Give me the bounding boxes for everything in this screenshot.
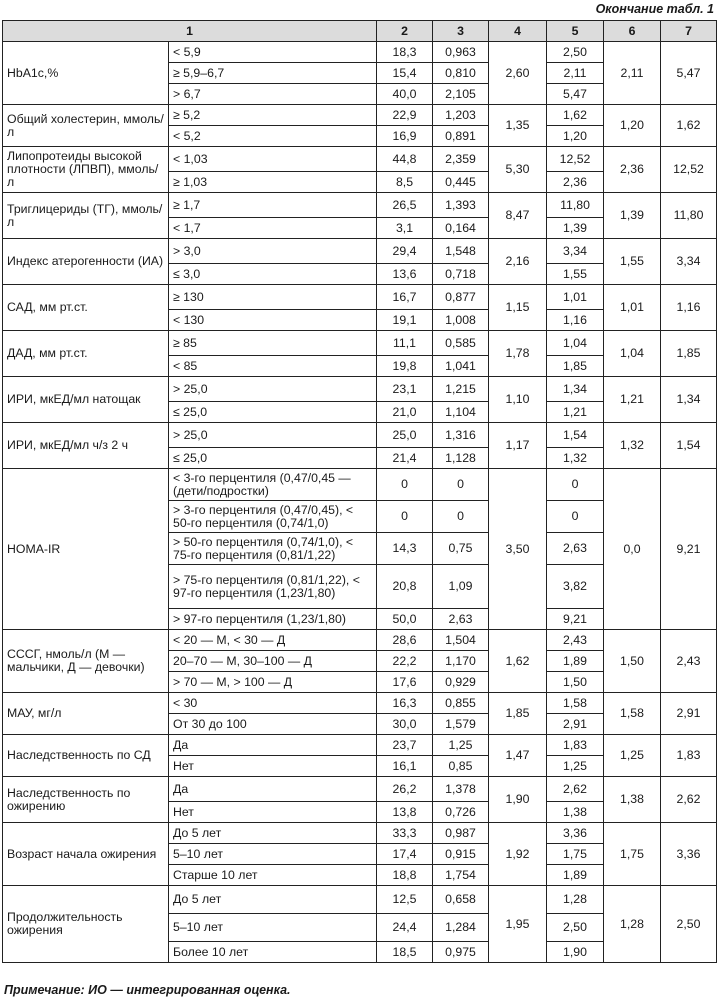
col3-cell: 0 bbox=[433, 469, 489, 501]
parameter-name-cell: Продолжительность ожирения bbox=[3, 886, 169, 963]
col4-cell: 1,17 bbox=[489, 423, 547, 469]
table-row bbox=[3, 42, 717, 63]
col2-cell: 13,8 bbox=[377, 802, 433, 823]
col2-cell: 26,2 bbox=[377, 777, 433, 802]
condition-cell: < 20 — М, < 30 — Д bbox=[169, 630, 377, 651]
col5-cell: 2,36 bbox=[547, 172, 604, 193]
col6-cell: 1,21 bbox=[604, 377, 661, 423]
col4-cell: 1,90 bbox=[489, 777, 547, 823]
col6-cell: 1,38 bbox=[604, 777, 661, 823]
table-row bbox=[3, 693, 717, 714]
table-row bbox=[3, 377, 717, 402]
col5-cell: 1,38 bbox=[547, 802, 604, 823]
col6-cell: 1,01 bbox=[604, 285, 661, 331]
condition-cell: Да bbox=[169, 777, 377, 802]
col3-cell: 0,915 bbox=[433, 844, 489, 865]
col5-cell: 2,50 bbox=[547, 42, 604, 63]
col5-cell: 1,85 bbox=[547, 356, 604, 377]
col4-cell: 1,78 bbox=[489, 331, 547, 377]
col2-cell: 11,1 bbox=[377, 331, 433, 356]
col2-cell: 22,9 bbox=[377, 105, 433, 126]
table-row bbox=[3, 239, 717, 264]
col2-cell: 23,1 bbox=[377, 377, 433, 402]
col3-cell: 0,658 bbox=[433, 886, 489, 914]
col2-cell: 28,6 bbox=[377, 630, 433, 651]
col3-cell: 1,170 bbox=[433, 651, 489, 672]
col2-cell: 21,4 bbox=[377, 448, 433, 469]
condition-cell: ≤ 3,0 bbox=[169, 264, 377, 285]
col4-cell: 2,60 bbox=[489, 42, 547, 105]
condition-cell: > 25,0 bbox=[169, 423, 377, 448]
col5-cell: 1,39 bbox=[547, 218, 604, 239]
col3-cell: 2,63 bbox=[433, 609, 489, 630]
col3-cell: 1,504 bbox=[433, 630, 489, 651]
parameter-name-cell: СССГ, нмоль/л (М — мальчики, Д — девочки) bbox=[3, 630, 169, 693]
col3-cell: 0,726 bbox=[433, 802, 489, 823]
col2-cell: 26,5 bbox=[377, 193, 433, 218]
col2-cell: 0 bbox=[377, 469, 433, 501]
col3-cell: 2,359 bbox=[433, 147, 489, 172]
col3-cell: 0,891 bbox=[433, 126, 489, 147]
col4-cell: 1,47 bbox=[489, 735, 547, 777]
col2-cell: 3,1 bbox=[377, 218, 433, 239]
parameter-name-cell: ДАД, мм рт.ст. bbox=[3, 331, 169, 377]
col3-cell: 1,215 bbox=[433, 377, 489, 402]
table-row bbox=[3, 423, 717, 448]
condition-cell: ≥ 1,03 bbox=[169, 172, 377, 193]
col7-cell: 1,83 bbox=[661, 735, 717, 777]
col7-cell: 1,62 bbox=[661, 105, 717, 147]
col6-cell: 1,20 bbox=[604, 105, 661, 147]
col2-cell: 17,4 bbox=[377, 844, 433, 865]
table-row bbox=[3, 193, 717, 218]
condition-cell: < 5,2 bbox=[169, 126, 377, 147]
col5-cell: 1,21 bbox=[547, 402, 604, 423]
col2-cell: 29,4 bbox=[377, 239, 433, 264]
col3-cell: 0,975 bbox=[433, 942, 489, 963]
condition-cell: ≥ 85 bbox=[169, 331, 377, 356]
condition-cell: < 130 bbox=[169, 310, 377, 331]
col2-cell: 44,8 bbox=[377, 147, 433, 172]
col6-cell: 2,11 bbox=[604, 42, 661, 105]
col4-cell: 3,50 bbox=[489, 469, 547, 630]
col-header-3: 3 bbox=[433, 21, 489, 42]
condition-cell: Да bbox=[169, 735, 377, 756]
condition-cell: ≥ 130 bbox=[169, 285, 377, 310]
col4-cell: 8,47 bbox=[489, 193, 547, 239]
col2-cell: 0 bbox=[377, 501, 433, 533]
parameter-name-cell: САД, мм рт.ст. bbox=[3, 285, 169, 331]
col5-cell: 1,62 bbox=[547, 105, 604, 126]
col2-cell: 22,2 bbox=[377, 651, 433, 672]
col7-cell: 2,91 bbox=[661, 693, 717, 735]
col3-cell: 1,548 bbox=[433, 239, 489, 264]
col3-cell: 1,09 bbox=[433, 565, 489, 609]
col7-cell: 3,34 bbox=[661, 239, 717, 285]
parameter-name-cell: Общий холестерин, ммоль/л bbox=[3, 105, 169, 147]
condition-cell: До 5 лет bbox=[169, 823, 377, 844]
col2-cell: 50,0 bbox=[377, 609, 433, 630]
condition-cell: > 25,0 bbox=[169, 377, 377, 402]
condition-cell: 5–10 лет bbox=[169, 844, 377, 865]
col3-cell: 0,929 bbox=[433, 672, 489, 693]
col5-cell: 1,50 bbox=[547, 672, 604, 693]
col3-cell: 1,393 bbox=[433, 193, 489, 218]
col5-cell: 1,89 bbox=[547, 651, 604, 672]
table-row bbox=[3, 147, 717, 172]
col2-cell: 25,0 bbox=[377, 423, 433, 448]
col3-cell: 1,041 bbox=[433, 356, 489, 377]
col7-cell: 11,80 bbox=[661, 193, 717, 239]
parameter-name-cell: HOMA-IR bbox=[3, 469, 169, 630]
col5-cell: 3,34 bbox=[547, 239, 604, 264]
col5-cell: 1,54 bbox=[547, 423, 604, 448]
col2-cell: 20,8 bbox=[377, 565, 433, 609]
col-header-7: 7 bbox=[661, 21, 717, 42]
col2-cell: 33,3 bbox=[377, 823, 433, 844]
condition-cell: < 85 bbox=[169, 356, 377, 377]
table-row bbox=[3, 469, 717, 501]
table-body bbox=[3, 42, 717, 963]
col7-cell: 12,52 bbox=[661, 147, 717, 193]
condition-cell: < 30 bbox=[169, 693, 377, 714]
col5-cell: 0 bbox=[547, 469, 604, 501]
col3-cell: 1,203 bbox=[433, 105, 489, 126]
condition-cell: > 6,7 bbox=[169, 84, 377, 105]
col4-cell: 1,92 bbox=[489, 823, 547, 886]
condition-cell: ≥ 1,7 bbox=[169, 193, 377, 218]
col3-cell: 1,128 bbox=[433, 448, 489, 469]
col3-cell: 1,25 bbox=[433, 735, 489, 756]
col2-cell: 19,8 bbox=[377, 356, 433, 377]
col5-cell: 1,75 bbox=[547, 844, 604, 865]
col6-cell: 1,04 bbox=[604, 331, 661, 377]
col2-cell: 16,9 bbox=[377, 126, 433, 147]
col4-cell: 1,95 bbox=[489, 886, 547, 963]
condition-cell: ≤ 25,0 bbox=[169, 402, 377, 423]
condition-cell: ≥ 5,2 bbox=[169, 105, 377, 126]
condition-cell: > 70 — М, > 100 — Д bbox=[169, 672, 377, 693]
col5-cell: 11,80 bbox=[547, 193, 604, 218]
col5-cell: 1,20 bbox=[547, 126, 604, 147]
col5-cell: 1,55 bbox=[547, 264, 604, 285]
col5-cell: 2,62 bbox=[547, 777, 604, 802]
col5-cell: 2,63 bbox=[547, 533, 604, 565]
parameter-name-cell: Триглицериды (ТГ), ммоль/л bbox=[3, 193, 169, 239]
col3-cell: 0,445 bbox=[433, 172, 489, 193]
parameter-name-cell: ИРИ, мкЕД/мл натощак bbox=[3, 377, 169, 423]
col2-cell: 23,7 bbox=[377, 735, 433, 756]
parameter-name-cell: ИРИ, мкЕД/мл ч/з 2 ч bbox=[3, 423, 169, 469]
col2-cell: 40,0 bbox=[377, 84, 433, 105]
col3-cell: 0,963 bbox=[433, 42, 489, 63]
col2-cell: 24,4 bbox=[377, 914, 433, 942]
col5-cell: 2,11 bbox=[547, 63, 604, 84]
table-row bbox=[3, 886, 717, 914]
col4-cell: 1,15 bbox=[489, 285, 547, 331]
condition-cell: > 97-го перцентиля (1,23/1,80) bbox=[169, 609, 377, 630]
col5-cell: 2,50 bbox=[547, 914, 604, 942]
col6-cell: 1,55 bbox=[604, 239, 661, 285]
condition-cell: От 30 до 100 bbox=[169, 714, 377, 735]
col5-cell: 3,82 bbox=[547, 565, 604, 609]
col3-cell: 0,855 bbox=[433, 693, 489, 714]
col2-cell: 18,8 bbox=[377, 865, 433, 886]
table-row bbox=[3, 735, 717, 756]
parameter-name-cell: Возраст начала ожирения bbox=[3, 823, 169, 886]
col3-cell: 0,85 bbox=[433, 756, 489, 777]
col6-cell: 1,50 bbox=[604, 630, 661, 693]
condition-cell: До 5 лет bbox=[169, 886, 377, 914]
col3-cell: 0,585 bbox=[433, 331, 489, 356]
col3-cell: 0,810 bbox=[433, 63, 489, 84]
col3-cell: 1,284 bbox=[433, 914, 489, 942]
col7-cell: 1,34 bbox=[661, 377, 717, 423]
col2-cell: 15,4 bbox=[377, 63, 433, 84]
col3-cell: 0,987 bbox=[433, 823, 489, 844]
col5-cell: 2,43 bbox=[547, 630, 604, 651]
col2-cell: 18,3 bbox=[377, 42, 433, 63]
col7-cell: 9,21 bbox=[661, 469, 717, 630]
condition-cell: > 50-го перцентиля (0,74/1,0), < 75-го перцентиля (0,81/1,22) bbox=[169, 533, 377, 565]
condition-cell: > 3-го перцентиля (0,47/0,45), < 50-го перцентиля (0,74/1,0) bbox=[169, 501, 377, 533]
col-header-1: 1 bbox=[3, 21, 377, 42]
col3-cell: 1,008 bbox=[433, 310, 489, 331]
col-header-2: 2 bbox=[377, 21, 433, 42]
col4-cell: 5,30 bbox=[489, 147, 547, 193]
condition-cell: ≤ 25,0 bbox=[169, 448, 377, 469]
table-row bbox=[3, 285, 717, 310]
col2-cell: 18,5 bbox=[377, 942, 433, 963]
col5-cell: 1,16 bbox=[547, 310, 604, 331]
col2-cell: 30,0 bbox=[377, 714, 433, 735]
table-note: Примечание: ИО — интегрированная оценка. bbox=[4, 983, 291, 997]
col6-cell: 1,75 bbox=[604, 823, 661, 886]
condition-cell: Нет bbox=[169, 802, 377, 823]
col5-cell: 1,25 bbox=[547, 756, 604, 777]
col3-cell: 0,75 bbox=[433, 533, 489, 565]
col5-cell: 1,83 bbox=[547, 735, 604, 756]
col-header-5: 5 bbox=[547, 21, 604, 42]
col6-cell: 2,36 bbox=[604, 147, 661, 193]
parameter-name-cell: Липопротеиды высокой плотности (ЛПВП), ммоль/л bbox=[3, 147, 169, 193]
parameter-name-cell: Индекс атерогенности (ИА) bbox=[3, 239, 169, 285]
col5-cell: 0 bbox=[547, 501, 604, 533]
table-row bbox=[3, 331, 717, 356]
col3-cell: 1,104 bbox=[433, 402, 489, 423]
condition-cell: 5–10 лет bbox=[169, 914, 377, 942]
col-header-4: 4 bbox=[489, 21, 547, 42]
table-header bbox=[3, 21, 717, 42]
col5-cell: 9,21 bbox=[547, 609, 604, 630]
parameter-name-cell: МАУ, мг/л bbox=[3, 693, 169, 735]
col4-cell: 1,35 bbox=[489, 105, 547, 147]
condition-cell: < 1,03 bbox=[169, 147, 377, 172]
table-row bbox=[3, 630, 717, 651]
col4-cell: 1,85 bbox=[489, 693, 547, 735]
condition-cell: Старше 10 лет bbox=[169, 865, 377, 886]
col6-cell: 1,25 bbox=[604, 735, 661, 777]
col3-cell: 1,754 bbox=[433, 865, 489, 886]
col6-cell: 1,32 bbox=[604, 423, 661, 469]
col7-cell: 2,62 bbox=[661, 777, 717, 823]
col5-cell: 1,04 bbox=[547, 331, 604, 356]
col7-cell: 2,43 bbox=[661, 630, 717, 693]
col2-cell: 16,7 bbox=[377, 285, 433, 310]
col5-cell: 1,34 bbox=[547, 377, 604, 402]
col2-cell: 16,3 bbox=[377, 693, 433, 714]
col7-cell: 5,47 bbox=[661, 42, 717, 105]
col3-cell: 1,316 bbox=[433, 423, 489, 448]
col5-cell: 1,90 bbox=[547, 942, 604, 963]
col2-cell: 14,3 bbox=[377, 533, 433, 565]
table-row bbox=[3, 777, 717, 802]
col2-cell: 8,5 bbox=[377, 172, 433, 193]
condition-cell: 20–70 — М, 30–100 — Д bbox=[169, 651, 377, 672]
condition-cell: Более 10 лет bbox=[169, 942, 377, 963]
condition-cell: Нет bbox=[169, 756, 377, 777]
parameter-name-cell: HbA1c,% bbox=[3, 42, 169, 105]
condition-cell: < 3-го перцентиля (0,47/0,45 — (дети/подростки) bbox=[169, 469, 377, 501]
col2-cell: 16,1 bbox=[377, 756, 433, 777]
col3-cell: 2,105 bbox=[433, 84, 489, 105]
col-header-6: 6 bbox=[604, 21, 661, 42]
col3-cell: 0,718 bbox=[433, 264, 489, 285]
col4-cell: 1,10 bbox=[489, 377, 547, 423]
col4-cell: 2,16 bbox=[489, 239, 547, 285]
col5-cell: 1,89 bbox=[547, 865, 604, 886]
col4-cell: 1,62 bbox=[489, 630, 547, 693]
condition-cell: < 5,9 bbox=[169, 42, 377, 63]
col6-cell: 1,28 bbox=[604, 886, 661, 963]
condition-cell: ≥ 5,9–6,7 bbox=[169, 63, 377, 84]
col7-cell: 2,50 bbox=[661, 886, 717, 963]
col3-cell: 0,164 bbox=[433, 218, 489, 239]
table-row bbox=[3, 105, 717, 126]
col7-cell: 1,54 bbox=[661, 423, 717, 469]
table-row bbox=[3, 823, 717, 844]
col5-cell: 1,01 bbox=[547, 285, 604, 310]
col2-cell: 12,5 bbox=[377, 886, 433, 914]
col5-cell: 1,28 bbox=[547, 886, 604, 914]
col5-cell: 12,52 bbox=[547, 147, 604, 172]
col5-cell: 1,58 bbox=[547, 693, 604, 714]
parameter-name-cell: Наследственность по ожирению bbox=[3, 777, 169, 823]
col7-cell: 1,16 bbox=[661, 285, 717, 331]
col3-cell: 0 bbox=[433, 501, 489, 533]
col5-cell: 1,32 bbox=[547, 448, 604, 469]
col5-cell: 5,47 bbox=[547, 84, 604, 105]
col6-cell: 1,58 bbox=[604, 693, 661, 735]
col2-cell: 13,6 bbox=[377, 264, 433, 285]
col5-cell: 2,91 bbox=[547, 714, 604, 735]
col3-cell: 0,877 bbox=[433, 285, 489, 310]
table-caption: Окончание табл. 1 bbox=[595, 2, 714, 16]
col7-cell: 3,36 bbox=[661, 823, 717, 886]
col2-cell: 17,6 bbox=[377, 672, 433, 693]
condition-cell: < 1,7 bbox=[169, 218, 377, 239]
condition-cell: > 75-го перцентиля (0,81/1,22), < 97-го перцентиля (1,23/1,80) bbox=[169, 565, 377, 609]
col2-cell: 21,0 bbox=[377, 402, 433, 423]
col3-cell: 1,579 bbox=[433, 714, 489, 735]
parameter-name-cell: Наследственность по СД bbox=[3, 735, 169, 777]
col2-cell: 19,1 bbox=[377, 310, 433, 331]
col6-cell: 1,39 bbox=[604, 193, 661, 239]
condition-cell: > 3,0 bbox=[169, 239, 377, 264]
col7-cell: 1,85 bbox=[661, 331, 717, 377]
col6-cell: 0,0 bbox=[604, 469, 661, 630]
col3-cell: 1,378 bbox=[433, 777, 489, 802]
col5-cell: 3,36 bbox=[547, 823, 604, 844]
data-table bbox=[2, 20, 717, 963]
